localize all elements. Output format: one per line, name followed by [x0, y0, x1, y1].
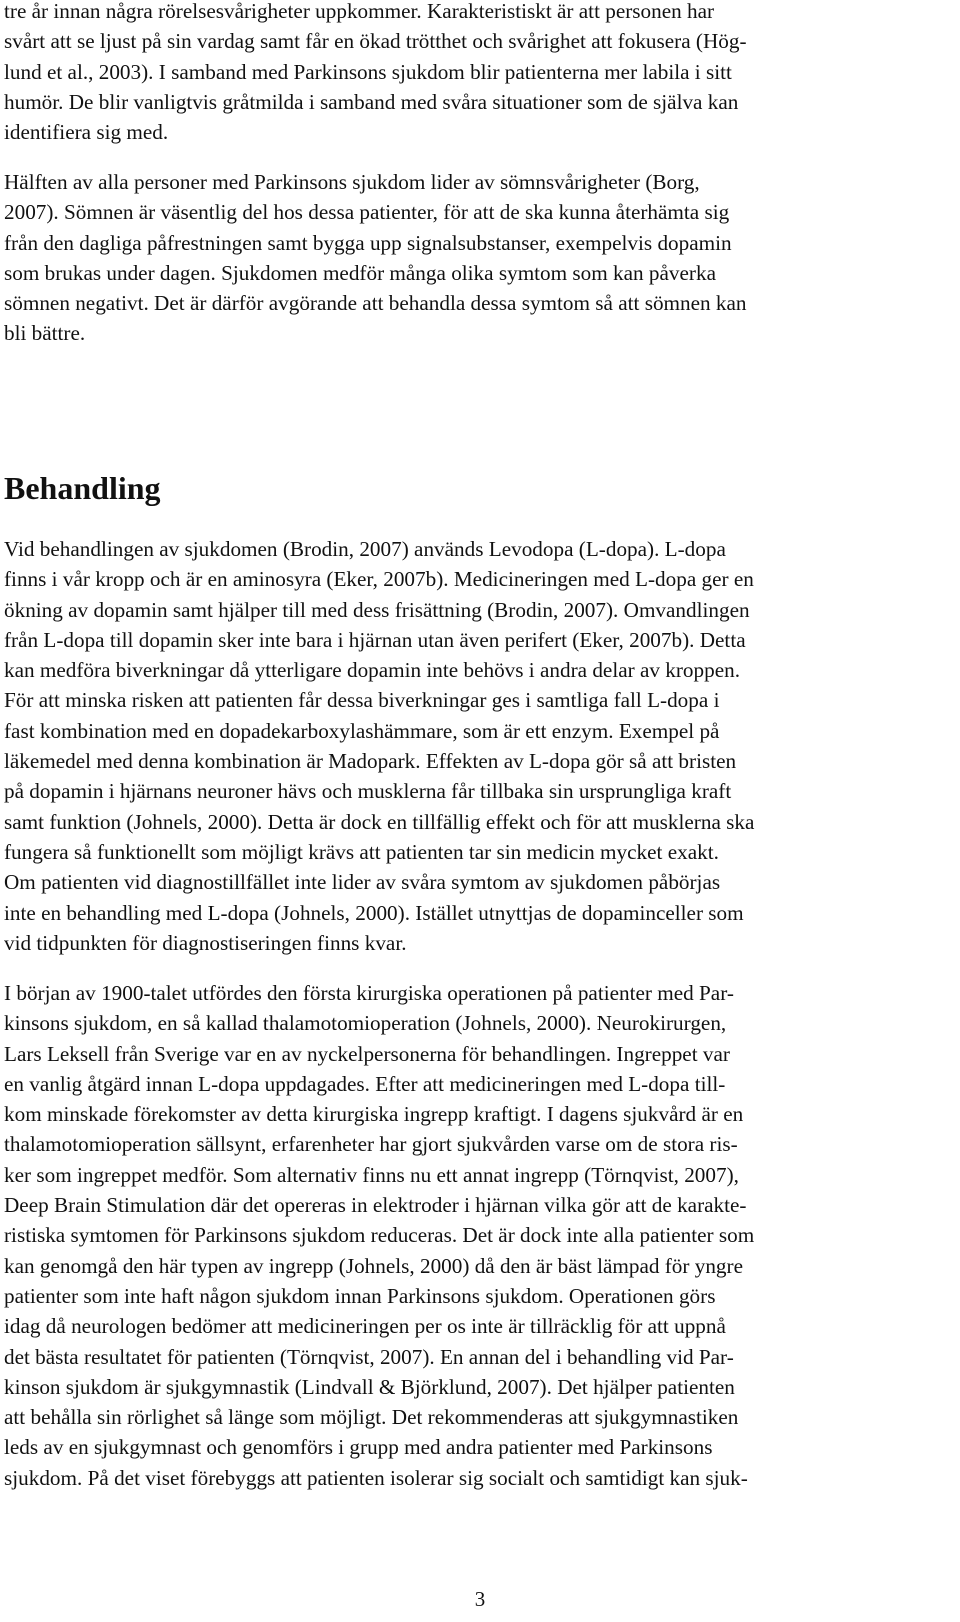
text-line: vid tidpunkten för diagnostiseringen finns kvar.: [4, 930, 407, 955]
text-line: Lars Leksell från Sverige var en av nyckelpersonerna för behandlingen. Ingreppet var: [4, 1041, 730, 1066]
text-line: inte en behandling med L-dopa (Johnels, 2000). Istället utnyttjas de dopaminceller som: [4, 900, 744, 925]
text-line: lund et al., 2003). I samband med Parkinsons sjukdom blir patienterna mer labila i sitt: [4, 59, 732, 84]
text-line: från den dagliga påfrestningen samt bygga upp signalsubstanser, exempelvis dopamin: [4, 230, 732, 255]
text-line: läkemedel med denna kombination är Madopark. Effekten av L-dopa gör så att bristen: [4, 749, 737, 774]
text-line: det bästa resultatet för patienten (Törnqvist, 2007). En annan del i behandling vid Par-: [4, 1344, 734, 1369]
text-line: att behålla sin rörlighet så länge som möjligt. Det rekommenderas att sjukgymnastiken: [4, 1405, 739, 1430]
text-line: leds av en sjukgymnast och genomförs i grupp med andra patienter med Parkinsons: [4, 1435, 713, 1460]
text-line: svårt att se ljust på sin vardag samt får en ökad trötthet och svårighet att fokusera (Hög-: [4, 29, 747, 54]
paragraph-sleep: [4, 167, 747, 349]
text-line: Vid behandlingen av sjukdomen (Brodin, 2007) används Levodopa (L-dopa). L-dopa: [4, 537, 726, 561]
text-line: För att minska risken att patienten får dessa biverkningar ges i samtliga fall L-dopa i: [4, 688, 720, 713]
text-line: I början av 1900-talet utfördes den första kirurgiska operationen på patienter med Par-: [4, 981, 734, 1005]
paragraph-mood: [4, 0, 747, 147]
text-line: fungera så funktionellt som möjligt krävs att patienten tar sin medicin mycket exakt.: [4, 839, 719, 864]
text-line: 2007). Sömnen är väsentlig del hos dessa patienter, för att de ska kunna återhämta sig: [4, 200, 730, 225]
text-line: patienter som inte haft någon sjukdom innan Parkinsons sjukdom. Operationen görs: [4, 1283, 716, 1308]
text-line: idag då neurologen bedömer att medicineringen per os inte är tillräcklig för att uppnå: [4, 1314, 726, 1339]
text-line: från L-dopa till dopamin sker inte bara i hjärnan utan även perifert (Eker, 2007b). Detta: [4, 627, 746, 652]
text-line: tre år innan några rörelsesvårigheter uppkommer. Karakteristiskt är att personen har: [4, 0, 715, 23]
text-line: Hälften av alla personer med Parkinsons sjukdom lider av sömnsvårigheter (Borg,: [4, 170, 700, 194]
text-line: fast kombination med en dopadekarboxylashämmare, som är ett enzym. Exempel på: [4, 718, 720, 743]
text-line: finns i vår kropp och är en aminosyra (Eker, 2007b). Medicineringen med L-dopa ger en: [4, 567, 754, 592]
text-line: Om patienten vid diagnostillfället inte lider av svåra symtom av sjukdomen påbörjas: [4, 870, 721, 895]
paragraph-treatment: [4, 534, 754, 958]
text-line: kan medföra biverkningar då ytterligare dopamin inte behövs i andra delar av kroppen.: [4, 658, 740, 683]
text-line: kan genomgå den här typen av ingrepp (Johnels, 2000) då den är bäst lämpad för yngre: [4, 1253, 743, 1278]
text-line: samt funktion (Johnels, 2000). Detta är dock en tillfällig effekt och för att musklerna ska: [4, 809, 755, 834]
text-line: kom minskade förekomster av detta kirurgiska ingrepp kraftigt. I dagens sjukvård är en: [4, 1102, 744, 1127]
text-line: bli bättre.: [4, 321, 86, 346]
page-number: 3: [474, 1587, 486, 1611]
text-line: som brukas under dagen. Sjukdomen medför många olika symtom som kan påverka: [4, 260, 716, 285]
text-line: kinsons sjukdom, en så kallad thalamotomioperation (Johnels, 2000). Neurokirurgen,: [4, 1011, 727, 1036]
text-line: ökning av dopamin samt hjälper till med dess frisättning (Brodin, 2007). Omvandlingen: [4, 597, 750, 622]
text-line: en vanlig åtgärd innan L-dopa uppdagades. Efter att medicineringen med L-dopa till-: [4, 1071, 726, 1096]
text-line: thalamotomioperation sällsynt, erfarenheter har gjort sjukvården varse om de stora ris-: [4, 1132, 738, 1157]
text-line: Deep Brain Stimulation där det opereras in elektroder i hjärnan vilka gör att de karakte-: [4, 1193, 747, 1218]
section-heading: Behandling: [4, 470, 161, 506]
text-line: sjukdom. På det viset förebyggs att patienten isolerar sig socialt och samtidigt kan sjuk-: [4, 1465, 748, 1490]
text-line: kinson sjukdom är sjukgymnastik (Lindvall & Björklund, 2007). Det hjälper patienten: [4, 1374, 735, 1399]
text-line: ker som ingreppet medför. Som alternativ finns nu ett annat ingrepp (Törnqvist, 2007),: [4, 1162, 739, 1187]
paragraph-surgery: [4, 978, 754, 1493]
text-line: sömnen negativt. Det är därför avgörande att behandla dessa symtom så att sömnen kan: [4, 291, 747, 316]
text-line: humör. De blir vanligtvis gråtmilda i samband med svåra situationer som de själva kan: [4, 89, 739, 114]
text-line: identifiera sig med.: [4, 120, 169, 145]
text-line: på dopamin i hjärnans neuroner hävs och musklerna får tillbaka sin ursprungliga kraft: [4, 779, 732, 804]
text-line: ristiska symtomen för Parkinsons sjukdom reduceras. Det är dock inte alla patienter som: [4, 1223, 755, 1248]
